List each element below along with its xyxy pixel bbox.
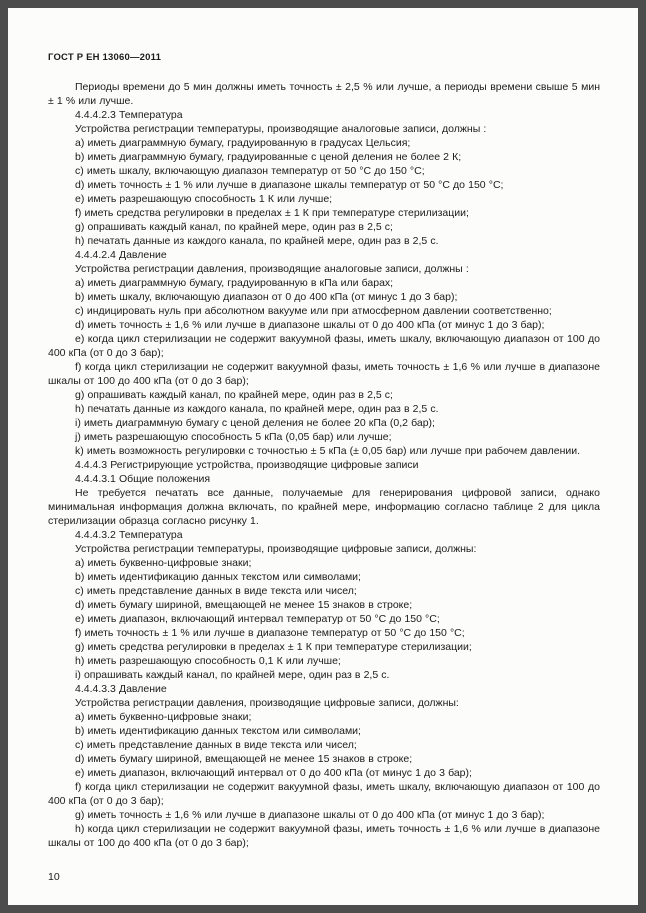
- doc-header: ГОСТ Р ЕН 13060—2011: [48, 52, 162, 63]
- paragraph: Устройства регистрации температуры, производящие цифровые записи, должны:: [75, 543, 477, 555]
- paragraph: b) иметь идентификацию данных текстом или символами;: [75, 571, 361, 583]
- paragraph: a) иметь буквенно-цифровые знаки;: [75, 711, 252, 723]
- paragraph: d) иметь бумагу шириной, вмещающей не менее 15 знаков в строке;: [75, 753, 413, 765]
- paragraph: Не требуется печатать все данные, получаемые для генерирования цифровой записи, однако минимальная информация должна включать, по крайней мере, информацию согласно таблице 2 для цикла стерилизации образца согласно рисунку 1.: [48, 487, 600, 527]
- paragraph: 4.4.4.2.3 Температура: [75, 109, 183, 121]
- paragraph: e) иметь диапазон, включающий интервал температур от 50 °С до 150 °С;: [75, 613, 440, 625]
- paragraph: a) иметь буквенно-цифровые знаки;: [75, 557, 252, 569]
- paragraph: g) иметь средства регулировки в пределах ± 1 К при температуре стерилизации;: [75, 641, 472, 653]
- paragraph: b) иметь идентификацию данных текстом или символами;: [75, 725, 361, 737]
- paragraph: 4.4.4.3.1 Общие положения: [75, 473, 211, 485]
- paragraph: j) иметь разрешающую способность 5 кПа (0,05 бар) или лучше;: [75, 431, 392, 443]
- paragraph: h) печатать данные из каждого канала, по крайней мере, один раз в 2,5 с.: [75, 235, 439, 247]
- paragraph: Устройства регистрации температуры, производящие аналоговые записи, должны :: [75, 123, 487, 135]
- paragraph: k) иметь возможность регулировки с точностью ± 5 кПа (± 0,05 бар) или лучше при рабочем давлении.: [75, 445, 581, 457]
- paragraph: f) когда цикл стерилизации не содержит вакуумной фазы, иметь шкалу, включающую диапазон от 100 до 400 кПа (от 0 до 3 бар);: [48, 781, 600, 807]
- paragraph: f) когда цикл стерилизации не содержит вакуумной фазы, иметь точность ± 1,6 % или лучше в диапазоне шкалы от 100 до 400 кПа (от 0 до 3 бар);: [48, 361, 600, 387]
- paragraph: c) индицировать нуль при абсолютном вакууме или при атмосферном давлении соответственно;: [75, 305, 552, 317]
- paragraph: Устройства регистрации давления, производящие цифровые записи, должны:: [75, 697, 459, 709]
- paragraph: 4.4.4.3 Регистрирующие устройства, производящие цифровые записи: [75, 459, 419, 471]
- paragraph: d) иметь бумагу шириной, вмещающей не менее 15 знаков в строке;: [75, 599, 413, 611]
- paragraph: f) иметь точность ± 1 % или лучше в диапазоне температур от 50 °С до 150 °С;: [75, 627, 465, 639]
- document-page: [8, 8, 638, 905]
- paragraph: g) опрашивать каждый канал, по крайней мере, один раз в 2,5 с;: [75, 389, 393, 401]
- paragraph: Устройства регистрации давления, производящие аналоговые записи, должны :: [75, 263, 469, 275]
- paragraph: g) опрашивать каждый канал, по крайней мере, один раз в 2,5 с;: [75, 221, 393, 233]
- paragraph: c) иметь представление данных в виде текста или чисел;: [75, 585, 357, 597]
- paragraph: g) иметь точность ± 1,6 % или лучше в диапазоне шкалы от 0 до 400 кПа (от минус 1 до 3 бар);: [75, 809, 545, 821]
- paragraph: a) иметь диаграммную бумагу, градуированную в кПа или барах;: [75, 277, 394, 289]
- paragraph: b) иметь шкалу, включающую диапазон от 0 до 400 кПа (от минус 1 до 3 бар);: [75, 291, 458, 303]
- paragraph: d) иметь точность ± 1,6 % или лучше в диапазоне шкалы от 0 до 400 кПа (от минус 1 до 3 бар);: [75, 319, 545, 331]
- paragraph: h) когда цикл стерилизации не содержит вакуумной фазы, иметь точность ± 1,6 % или лучше в диапазоне шкалы от 100 до 400 кПа (от 0 до 3 бар);: [48, 823, 600, 849]
- paragraph: 4.4.4.2.4 Давление: [75, 249, 167, 261]
- page-number: 10: [48, 871, 60, 883]
- paragraph: Периоды времени до 5 мин должны иметь точность ± 2,5 % или лучше, а периоды времени свыше 5 мин ± 1 % или лучше.: [48, 81, 600, 107]
- paragraph: a) иметь диаграммную бумагу, градуированную в градусах Цельсия;: [75, 137, 411, 149]
- paragraph: i) иметь диаграммную бумагу с ценой деления не более 20 кПа (0,2 бар);: [75, 417, 435, 429]
- paragraph: h) иметь разрешающую способность 0,1 К или лучше;: [75, 655, 341, 667]
- document-body: [48, 80, 600, 850]
- paragraph: e) иметь разрешающую способность 1 К или лучше;: [75, 193, 333, 205]
- paragraph: 4.4.4.3.2 Температура: [75, 529, 183, 541]
- paragraph: b) иметь диаграммную бумагу, градуированные с ценой деления не более 2 К;: [75, 151, 462, 163]
- paragraph: f) иметь средства регулировки в пределах ± 1 К при температуре стерилизации;: [75, 207, 469, 219]
- paragraph: e) когда цикл стерилизации не содержит вакуумной фазы, иметь шкалу, включающую диапазон от 100 до 400 кПа (от 0 до 3 бар);: [48, 333, 600, 359]
- paragraph: h) печатать данные из каждого канала, по крайней мере, один раз в 2,5 с.: [75, 403, 439, 415]
- paragraph: 4.4.4.3.3 Давление: [75, 683, 167, 695]
- paragraph: c) иметь представление данных в виде текста или чисел;: [75, 739, 357, 751]
- paragraph: e) иметь диапазон, включающий интервал от 0 до 400 кПа (от минус 1 до 3 бар);: [75, 767, 472, 779]
- paragraph: d) иметь точность ± 1 % или лучше в диапазоне шкалы температур от 50 °С до 150 °С;: [75, 179, 504, 191]
- paragraph: c) иметь шкалу, включающую диапазон температур от 50 °С до 150 °С;: [75, 165, 425, 177]
- paragraph: i) опрашивать каждый канал, по крайней мере, один раз в 2,5 с.: [75, 669, 390, 681]
